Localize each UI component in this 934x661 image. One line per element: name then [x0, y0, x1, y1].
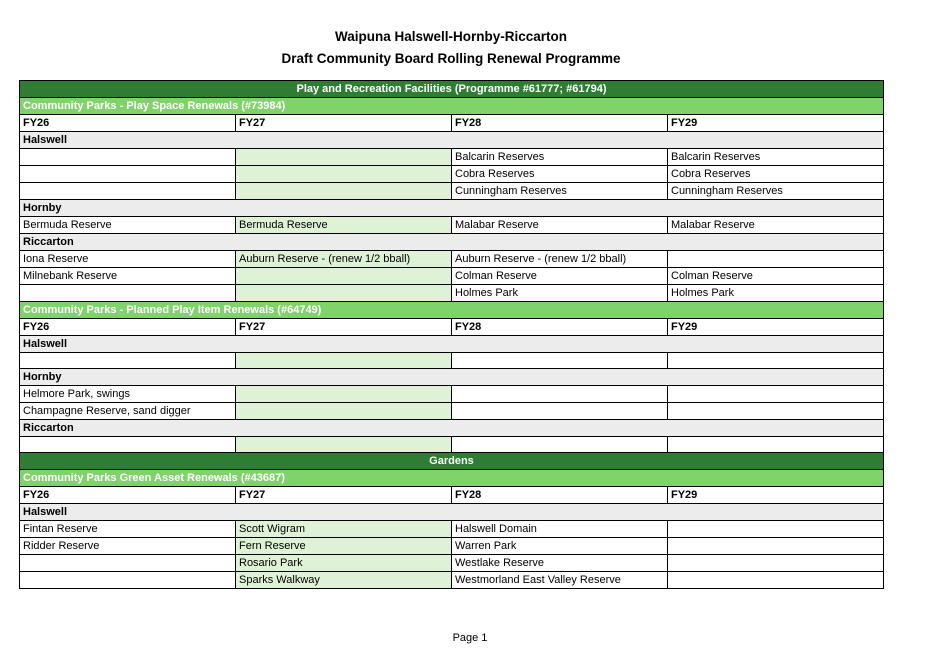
cell-fy29: Colman Reserve	[668, 268, 884, 285]
table-row	[20, 285, 884, 302]
cell-fy27: Rosario Park	[236, 555, 452, 572]
cell-fy29: Balcarin Reserves	[668, 149, 884, 166]
cell-fy28: Cunningham Reserves	[452, 183, 668, 200]
cell-fy28: Cobra Reserves	[452, 166, 668, 183]
cell-fy29: Cobra Reserves	[668, 166, 884, 183]
table-row	[20, 268, 884, 285]
cell-fy27	[236, 149, 452, 166]
cell-fy28	[452, 403, 668, 420]
cell-fy29	[668, 353, 884, 369]
cell-fy27	[236, 386, 452, 403]
cell-fy27: Fern Reserve	[236, 538, 452, 555]
column-header-row	[20, 319, 884, 336]
cell-fy27: Scott Wigram	[236, 521, 452, 538]
cell-fy28: Holmes Park	[452, 285, 668, 302]
area-row	[20, 200, 884, 217]
cell-fy27: Auburn Reserve - (renew 1/2 bball)	[236, 251, 452, 268]
document-subtitle: Draft Community Board Rolling Renewal Programme	[281, 51, 621, 66]
table-row	[20, 555, 884, 572]
programme-header	[20, 302, 884, 319]
cell-fy26	[20, 166, 236, 183]
area-row	[20, 504, 884, 521]
table-row	[20, 386, 884, 403]
cell-fy26: Milnebank Reserve	[20, 268, 236, 285]
cell-fy29: Holmes Park	[668, 285, 884, 302]
cell-fy26	[20, 437, 236, 453]
cell-fy27	[236, 183, 452, 200]
cell-fy27	[236, 268, 452, 285]
table-row	[20, 353, 884, 369]
cell-fy26	[20, 183, 236, 200]
cell-fy29: Malabar Reserve	[668, 217, 884, 234]
table-row	[20, 521, 884, 538]
area-row	[20, 420, 884, 437]
cell-fy27: Bermuda Reserve	[236, 217, 452, 234]
area-label: Hornby	[20, 200, 884, 217]
area-row	[20, 369, 884, 386]
cell-fy27	[236, 437, 452, 453]
column-header-fy28: FY28	[452, 115, 668, 132]
table-row	[20, 437, 884, 453]
cell-fy28	[452, 353, 668, 369]
column-header-fy26: FY26	[20, 115, 236, 132]
cell-fy28: Malabar Reserve	[452, 217, 668, 234]
cell-fy28: Balcarin Reserves	[452, 149, 668, 166]
programme-header	[20, 470, 884, 487]
programme-title: Community Parks - Planned Play Item Renewals (#64749)	[20, 302, 884, 319]
cell-fy27	[236, 403, 452, 420]
section-band-label: Play and Recreation Facilities (Programme #61777; #61794)	[20, 81, 884, 98]
column-header-fy26: FY26	[20, 487, 236, 504]
area-row	[20, 132, 884, 149]
renewal-programme-sheet	[19, 80, 883, 589]
column-header-fy29: FY29	[668, 319, 884, 336]
cell-fy27	[236, 166, 452, 183]
cell-fy29	[668, 555, 884, 572]
column-header-fy29: FY29	[668, 487, 884, 504]
column-header-row	[20, 115, 884, 132]
cell-fy26: Iona Reserve	[20, 251, 236, 268]
column-header-fy27: FY27	[236, 319, 452, 336]
table-row	[20, 251, 884, 268]
column-header-fy28: FY28	[452, 487, 668, 504]
renewal-table	[19, 80, 884, 589]
programme-header	[20, 98, 884, 115]
cell-fy29: Cunningham Reserves	[668, 183, 884, 200]
cell-fy28: Westlake Reserve	[452, 555, 668, 572]
cell-fy29	[668, 572, 884, 589]
cell-fy26	[20, 572, 236, 589]
cell-fy26: Fintan Reserve	[20, 521, 236, 538]
cell-fy26: Champagne Reserve, sand digger	[20, 403, 236, 420]
area-label: Hornby	[20, 369, 884, 386]
column-header-fy28: FY28	[452, 319, 668, 336]
area-label: Halswell	[20, 336, 884, 353]
programme-title: Community Parks - Play Space Renewals (#73984)	[20, 98, 884, 115]
document-title: Waipuna Halswell-Hornby-Riccarton	[334, 29, 568, 44]
cell-fy28: Auburn Reserve - (renew 1/2 bball)	[452, 251, 668, 268]
cell-fy26: Ridder Reserve	[20, 538, 236, 555]
area-label: Halswell	[20, 132, 884, 149]
cell-fy29	[668, 521, 884, 538]
cell-fy27	[236, 353, 452, 369]
cell-fy29	[668, 538, 884, 555]
cell-fy29	[668, 437, 884, 453]
area-row	[20, 336, 884, 353]
cell-fy26	[20, 285, 236, 302]
cell-fy29	[668, 386, 884, 403]
cell-fy26	[20, 555, 236, 572]
cell-fy26	[20, 353, 236, 369]
cell-fy27	[236, 285, 452, 302]
section-band	[20, 453, 884, 470]
cell-fy28: Colman Reserve	[452, 268, 668, 285]
column-header-fy27: FY27	[236, 115, 452, 132]
programme-title: Community Parks Green Asset Renewals (#43687)	[20, 470, 884, 487]
area-label: Riccarton	[20, 234, 884, 251]
cell-fy26: Bermuda Reserve	[20, 217, 236, 234]
table-row	[20, 538, 884, 555]
area-label: Riccarton	[20, 420, 884, 437]
cell-fy28: Halswell Domain	[452, 521, 668, 538]
page-footer: Page 1	[452, 632, 488, 644]
cell-fy28: Westmorland East Valley Reserve	[452, 572, 668, 589]
cell-fy27: Sparks Walkway	[236, 572, 452, 589]
table-row	[20, 217, 884, 234]
cell-fy29	[668, 403, 884, 420]
column-header-row	[20, 487, 884, 504]
cell-fy28	[452, 437, 668, 453]
cell-fy29	[668, 251, 884, 268]
area-label: Halswell	[20, 504, 884, 521]
section-band-label: Gardens	[20, 453, 884, 470]
table-row	[20, 166, 884, 183]
section-band	[20, 81, 884, 98]
cell-fy26	[20, 149, 236, 166]
column-header-fy27: FY27	[236, 487, 452, 504]
column-header-fy29: FY29	[668, 115, 884, 132]
area-row	[20, 234, 884, 251]
cell-fy28: Warren Park	[452, 538, 668, 555]
table-row	[20, 572, 884, 589]
table-row	[20, 149, 884, 166]
table-row	[20, 403, 884, 420]
table-row	[20, 183, 884, 200]
column-header-fy26: FY26	[20, 319, 236, 336]
cell-fy26: Helmore Park, swings	[20, 386, 236, 403]
cell-fy28	[452, 386, 668, 403]
